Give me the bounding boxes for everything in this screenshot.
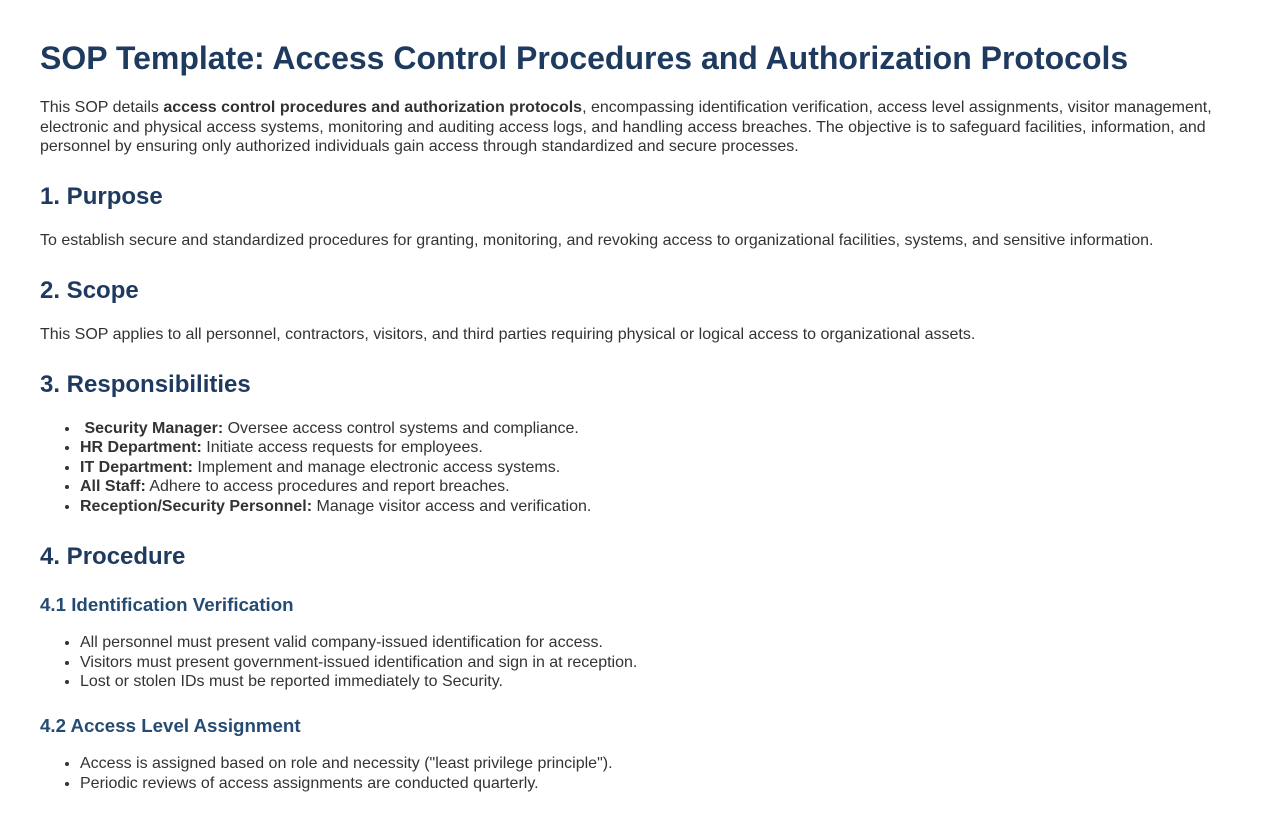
intro-paragraph [40, 98, 1223, 157]
list-item [80, 477, 1223, 497]
section-scope [40, 277, 1223, 345]
intro-bold-phrase: access control procedures and authorization protocols [163, 99, 583, 117]
section-heading-purpose: 1. Purpose [40, 183, 163, 211]
list-item: • All personnel must present valid company-issued identification for access. [80, 633, 1223, 653]
section-purpose [40, 183, 1223, 251]
document-title: SOP Template: Access Control Procedures and Authorization Protocols [40, 40, 1129, 76]
intro-text-suffix: , encompassing identification verification, access level assignments, visitor management, electronic and physical access systems, monitoring and auditing access logs, and handling access breaches. The objective is to safeguard facilities, information, and personnel by ensuring only authorized individuals gain access through standardized and secure processes. [40, 99, 1212, 156]
purpose-paragraph: To establish secure and standardized procedures for granting, monitoring, and revoking access to organizational facilities, systems, and sensitive information. [40, 232, 1154, 250]
list-item [80, 497, 1223, 517]
sop-document [40, 40, 1223, 793]
list-item: • Periodic reviews of access assignments are conducted quarterly. [80, 774, 1223, 794]
responsibilities-list [40, 419, 1223, 517]
responsibility-role: Security Manager: [80, 419, 224, 437]
section-heading-scope: 2. Scope [40, 277, 139, 305]
responsibility-description: Adhere to access procedures and report breaches. [145, 478, 510, 496]
responsibility-role: IT Department: [80, 458, 193, 476]
list-item: • Access is assigned based on role and necessity ("least privilege principle"). [80, 754, 1223, 774]
responsibility-role: All Staff: [80, 478, 146, 496]
section-responsibilities [40, 371, 1223, 517]
responsibility-description: Oversee access control systems and compliance. [223, 419, 579, 437]
list-item [80, 419, 1223, 439]
list-item [80, 458, 1223, 478]
responsibility-description: Manage visitor access and verification. [312, 498, 592, 515]
access-level-assignment-list [40, 754, 1223, 793]
intro-text-prefix: This SOP details [40, 99, 164, 117]
subsection-heading-access-level-assignment: 4.2 Access Level Assignment [40, 715, 301, 737]
responsibility-role: HR Department: [80, 439, 202, 457]
section-procedure [40, 543, 1223, 794]
list-item: • Lost or stolen IDs must be reported immediately to Security. [80, 672, 1223, 692]
list-item [80, 438, 1223, 458]
scope-paragraph: This SOP applies to all personnel, contractors, visitors, and third parties requiring physical or logical access to organizational assets. [40, 326, 976, 344]
subsection-heading-identification-verification: 4.1 Identification Verification [40, 593, 294, 615]
section-heading-responsibilities: 3. Responsibilities [40, 370, 251, 398]
responsibility-description: Initiate access requests for employees. [201, 439, 483, 457]
responsibility-role: Reception/Security Personnel: [80, 498, 313, 515]
identification-verification-list [40, 633, 1223, 692]
list-item: • Visitors must present government-issued identification and sign in at reception. [80, 653, 1223, 673]
document-page [40, 40, 1223, 793]
section-heading-procedure: 4. Procedure [40, 542, 186, 570]
responsibility-description: Implement and manage electronic access systems. [192, 458, 561, 476]
